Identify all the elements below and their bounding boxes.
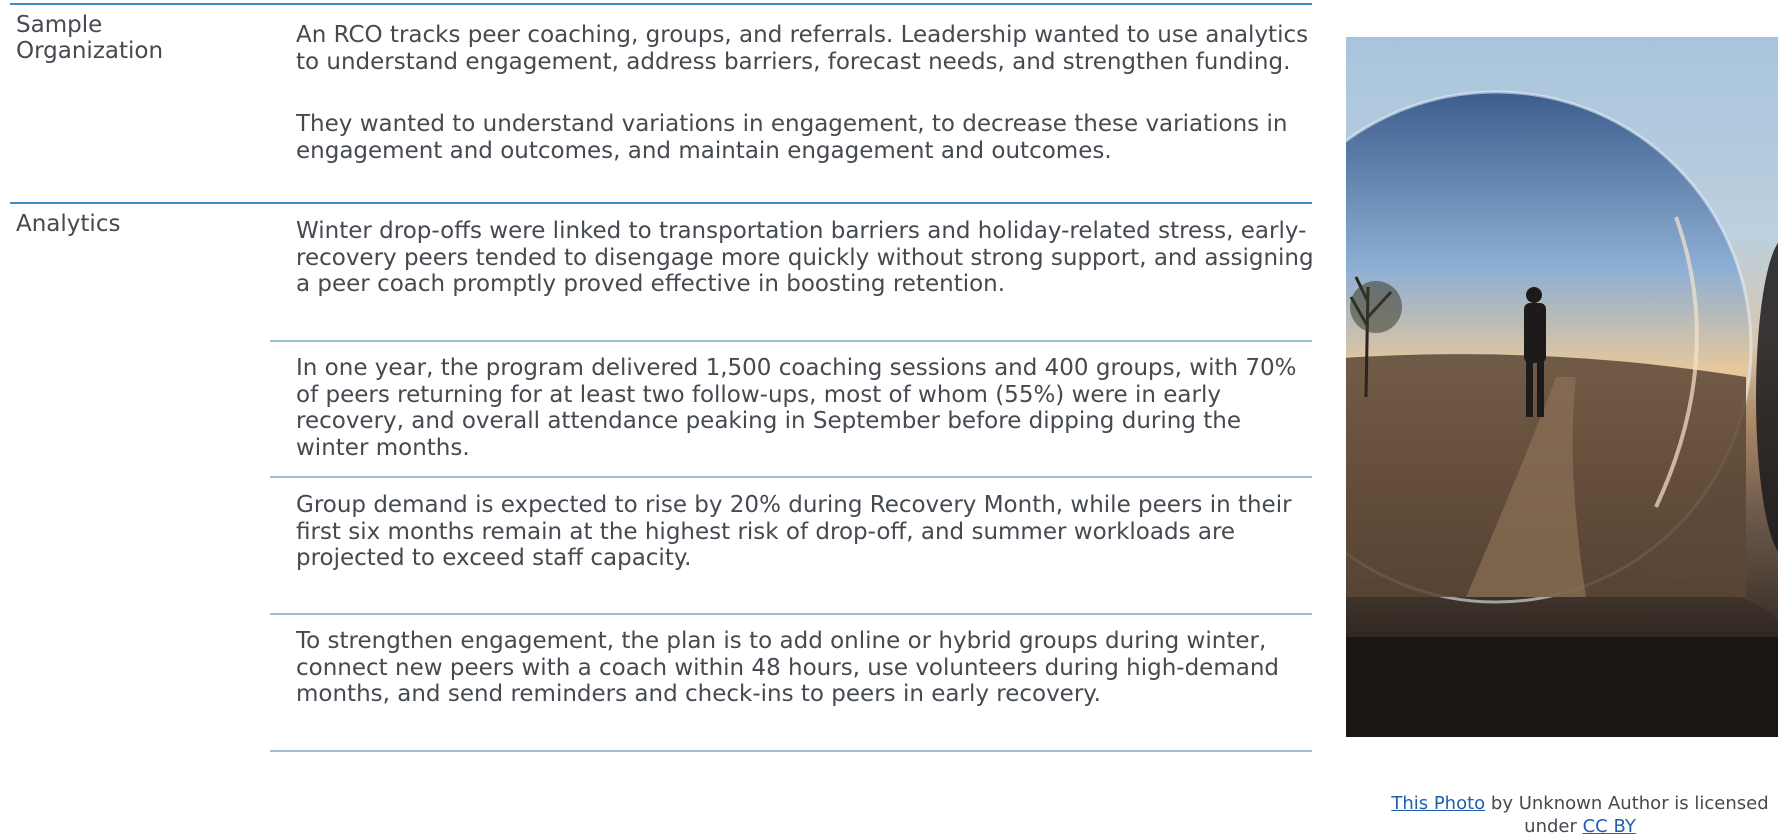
top-rule bbox=[10, 3, 1312, 5]
photo-attribution bbox=[1380, 792, 1780, 838]
analytics-separator-4 bbox=[270, 750, 1312, 752]
analytics-plan-paragraph: To strengthen engagement, the plan is to add online or hybrid groups during winter, connect new peers with a coach within 48 hours, use volunteers during high-demand months, and send reminders and check-ins to peers in early recovery. bbox=[296, 628, 1279, 707]
analytics-forecast-paragraph: Group demand is expected to rise by 20% during Recovery Month, while peers in their first six months remain at the highest risk of drop-off, and summer workloads are projected to exceed staff capacity. bbox=[296, 492, 1292, 571]
crystal-ball-illustration bbox=[1346, 37, 1778, 737]
row-divider bbox=[10, 202, 1312, 204]
analytics-insight-paragraph: Winter drop-offs were linked to transportation barriers and holiday-related stress, early-recovery peers tended to disengage more quickly without strong support, and assigning a peer coach promptly proved effective in boosting retention. bbox=[296, 218, 1314, 297]
row-label-analytics: Analytics bbox=[16, 211, 121, 237]
analytics-metrics-paragraph: In one year, the program delivered 1,500 coaching sessions and 400 groups, with 70% of peers returning for at least two follow-ups, most of whom (55%) were in early recovery, and overall attendance peaking in September before dipping during the winter months. bbox=[296, 355, 1297, 461]
license-link[interactable]: CC BY bbox=[1582, 816, 1636, 837]
row-1-paragraph-1: An RCO tracks peer coaching, groups, and referrals. Leadership wanted to use analytics to understand engagement, address barriers, forecast needs, and strengthen funding. bbox=[296, 22, 1309, 75]
photo-source-link[interactable]: This Photo bbox=[1391, 793, 1486, 814]
analytics-separator-2 bbox=[270, 476, 1312, 478]
row-label-sample-organization: Sample Organization bbox=[16, 12, 164, 64]
row-1-paragraph-2: They wanted to understand variations in engagement, to decrease these variations in engagement and outcomes, and maintain engagement and outcomes. bbox=[296, 111, 1288, 164]
attribution-text: by Unknown Author is licensed under bbox=[1485, 793, 1769, 837]
analytics-separator-3 bbox=[270, 613, 1312, 615]
analytics-separator-1 bbox=[270, 340, 1312, 342]
crystal-ball-photo bbox=[1346, 37, 1778, 737]
